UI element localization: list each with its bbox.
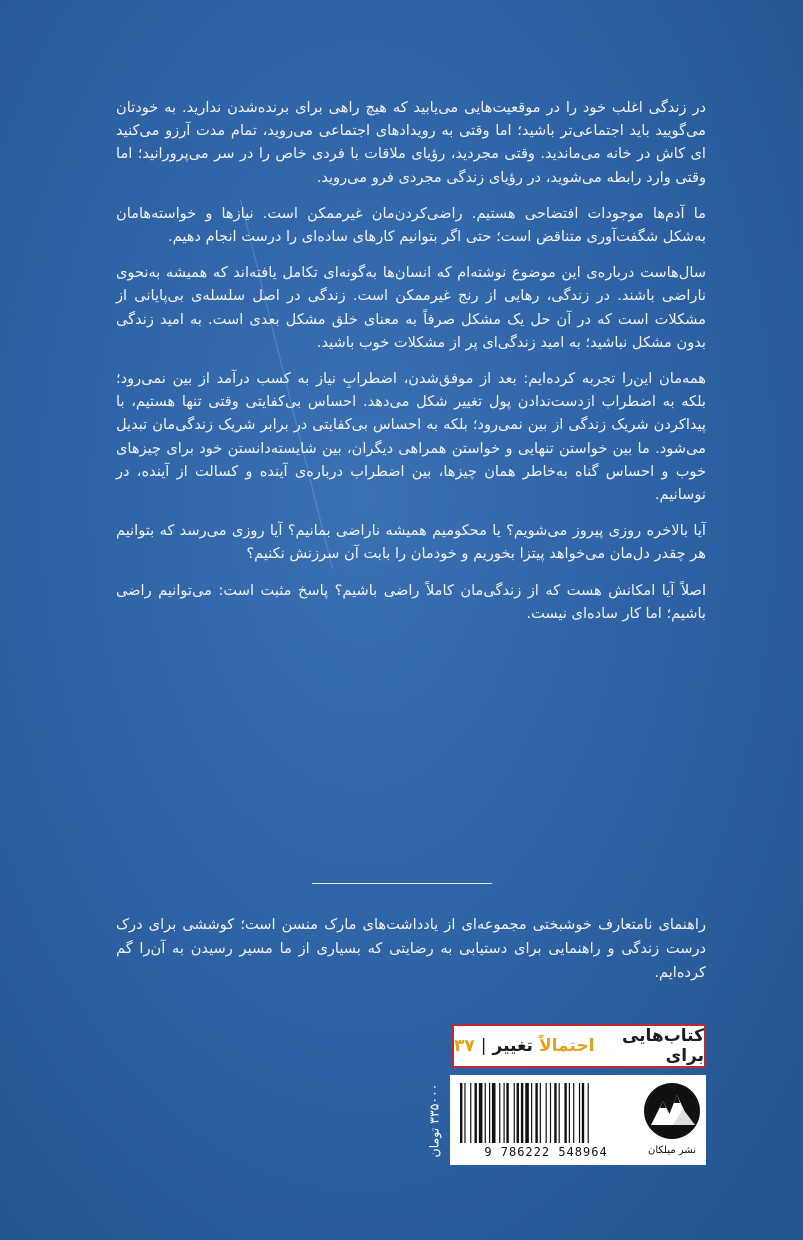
paragraph: همه‌مان این‌را تجربه کرده‌ایم: بعد از موفق‌شدن، اضطرابِ نیاز به کسب درآمد از بین نمی‌رود؛ بلکه به اضطراب ازدست‌ندادن پول تغییر شکل می‌دهد. احساس بی‌کفایتی وقتی تنها هستیم، با پیداکردن شریک زندگی از بین نمی‌رود؛ بلکه به احساس بی‌کفایتی در برابر شریک زندگی‌مان تبدیل می‌شود. ما بین خواستن تنهایی و خواستن همراهی دیگران، بین شایسته‌دانستن خود برای چیزهای خوب و احساس گناه به‌خاطر همان چیزها، بین اضطراب درباره‌ی آینده و کسالت از آینده، در نوسانیم. (116, 370, 706, 504)
series-label (452, 1024, 706, 1068)
paragraph: اصلاً آیا امکانش هست که از زندگی‌مان کاملاً راضی باشیم؟ پاسخ مثبت است: می‌توانیم راضی باشیم؛ اما کار ساده‌ای نیست. (116, 581, 706, 622)
price-text: ۳۳۵۰۰۰ تومان (426, 1083, 442, 1157)
paragraph: سال‌هاست درباره‌ی این موضوع نوشته‌ام که انسان‌ها به‌گونه‌ای تکامل یافته‌اند که همیشه به‌نحوی ناراضی باشند. در زندگی، رهایی از رنج غیرممکن است. زندگی در اصل سلسله‌ی بی‌پایانی از مشکلات است که در آن حل یک مشکل صرفاً به معنای خلق مشکل بعدی است. به امید زندگی بدون مشکل نباشید؛ به امید زندگی‌ای پر از مشکلات خوب باشید. (116, 264, 706, 351)
barcode-icon (458, 1083, 634, 1145)
paragraph: ما آدم‌ها موجودات افتضاحی هستیم. راضی‌کردن‌مان غیرممکن است. نیازها و خواسته‌هامان به‌شکل شگفت‌آوری متناقض است؛ حتی اگر بتوانیم کارهای ساده‌ای را درست انجام دهیم. (116, 204, 706, 246)
paragraph: در زندگی اغلب خود را در موقعیت‌هایی می‌یابید که هیچ راهی برای برنده‌شدن ندارید. به خودتان می‌گویید باید اجتماعی‌تر باشید؛ اما وقتی به رویدادهای اجتماعی می‌روید، تمام مدت آرزو می‌کنید ای کاش در خانه می‌ماندید. وقتی مجردید، رؤیای ملاقات با فردی خاص را در سر می‌پرورانید؛ اما وقتی وارد رابطه می‌شوید، در رؤیای زندگی مجردی فرو می‌روید. (116, 99, 706, 186)
series-number: ۳۷ (454, 1036, 475, 1056)
series-separator: | (480, 1036, 487, 1056)
book-blurb: راهنمای نامتعارف خوشبختی مجموعه‌ای از یادداشت‌های مارک منسن است؛ کوششی برای درک درست زندگی و راهنمایی برای دستیابی به رضایتی که بسیاری از ما مسیر رسیدن به آن‌را گم کرده‌ایم. (116, 916, 706, 981)
isbn-number: 9 786222 548964 (484, 1145, 608, 1159)
barcode-panel (450, 1075, 706, 1165)
publisher-logo (642, 1079, 702, 1161)
description-text (116, 96, 706, 625)
series-prefix: کتاب‌هایی برای (621, 1026, 704, 1066)
price-label (422, 1075, 446, 1165)
series-suffix: تغییر (492, 1036, 533, 1056)
paragraph: آیا بالاخره روزی پیروز می‌شویم؟ یا محکومیم همیشه ناراضی بمانیم؟ آیا روزی می‌رسد که بتوانیم هر چقدر دل‌مان می‌خواهد پیتزا بخوریم و خودمان را بابت آن سرزنش نکنیم؟ (116, 522, 706, 563)
divider-line (312, 883, 492, 884)
publisher-name: نشر میلکان (648, 1145, 696, 1156)
series-highlight: احتمالاً (538, 1036, 595, 1056)
mountains-icon (643, 1079, 701, 1143)
